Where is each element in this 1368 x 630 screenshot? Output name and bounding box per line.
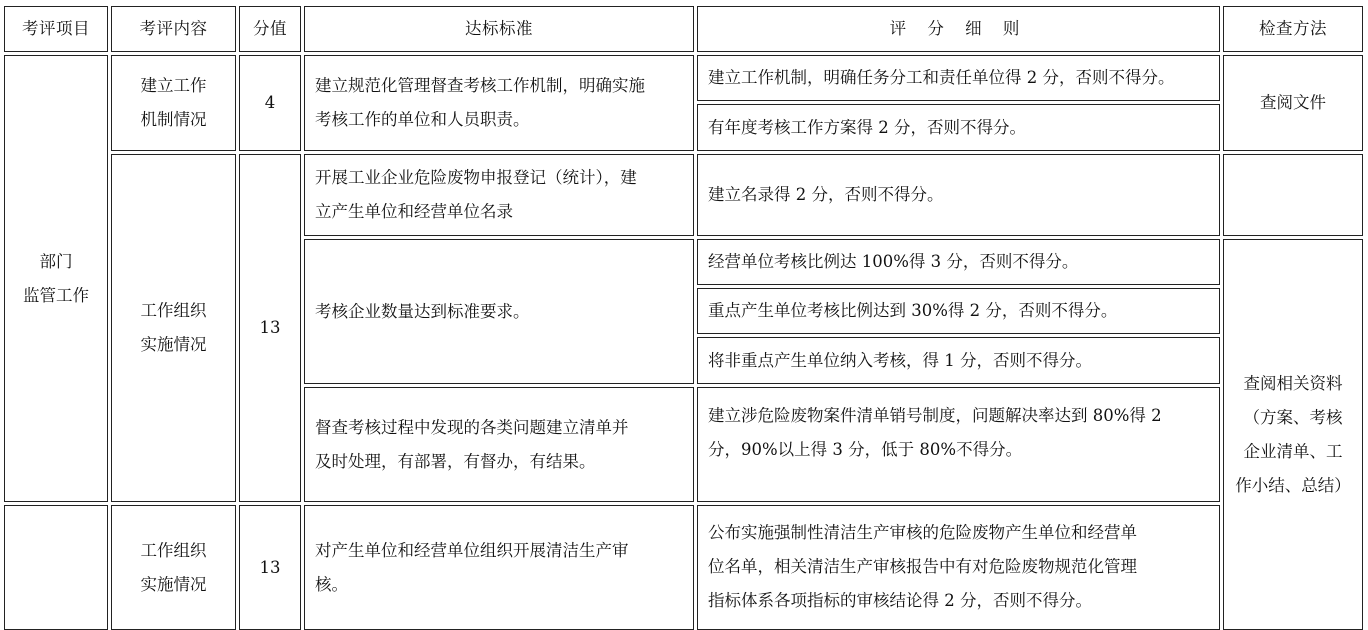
section-b-rule-3: 重点产生单位考核比例达到 30%得 2 分，否则不得分。 — [697, 288, 1220, 334]
section-b-standard-2: 考核企业数量达到标准要求。 — [304, 239, 694, 384]
header-method: 检查方法 — [1223, 6, 1363, 52]
section-a-rule-1: 建立工作机制，明确任务分工和责任单位得 2 分，否则不得分。 — [697, 55, 1220, 101]
category-cell-continued — [4, 505, 108, 630]
header-standard: 达标标准 — [304, 6, 694, 52]
section-b-rule-4: 将非重点产生单位纳入考核，得 1 分，否则不得分。 — [697, 337, 1220, 384]
section-a-content: 建立工作 机制情况 — [111, 55, 236, 151]
section-a-score: 4 — [239, 55, 301, 151]
section-b-method-empty — [1223, 154, 1363, 236]
section-b-rule-5: 建立涉危险废物案件清单销号制度，问题解决率达到 80%得 2 分，90%以上得 3 分，低于 80%不得分。 — [697, 387, 1220, 502]
section-a-standard: 建立规范化管理督查考核工作机制，明确实施 考核工作的单位和人员职责。 — [304, 55, 694, 151]
section-b-method: 查阅相关资料 （方案、考核 企业清单、工 作小结、总结） — [1223, 239, 1363, 630]
section-b-rule-2: 经营单位考核比例达 100%得 3 分，否则不得分。 — [697, 239, 1220, 285]
section-b-rule-1: 建立名录得 2 分，否则不得分。 — [697, 154, 1220, 236]
section-c-content: 工作组织 实施情况 — [111, 505, 236, 630]
section-c-rule: 公布实施强制性清洁生产审核的危险废物产生单位和经营单 位名单，相关清洁生产审核报告中有对危险废物规范化管理 指标体系各项指标的审核结论得 2 分，否则不得分。 — [697, 505, 1220, 630]
section-c-score: 13 — [239, 505, 301, 630]
section-b-standard-3: 督查考核过程中发现的各类问题建立清单并 及时处理，有部署，有督办，有结果。 — [304, 387, 694, 502]
section-b-standard-1: 开展工业企业危险废物申报登记（统计），建 立产生单位和经营单位名录 — [304, 154, 694, 236]
section-b-score: 13 — [239, 154, 301, 502]
header-item: 考评项目 — [4, 6, 108, 52]
header-score: 分值 — [239, 6, 301, 52]
section-a-rule-2: 有年度考核工作方案得 2 分，否则不得分。 — [697, 104, 1220, 151]
section-a-method: 查阅文件 — [1223, 55, 1363, 151]
category-cell: 部门 监管工作 — [4, 55, 108, 502]
header-rules: 评 分 细 则 — [697, 6, 1220, 52]
header-content: 考评内容 — [111, 6, 236, 52]
section-b-content: 工作组织 实施情况 — [111, 154, 236, 502]
section-c-standard: 对产生单位和经营单位组织开展清洁生产审 核。 — [304, 505, 694, 630]
